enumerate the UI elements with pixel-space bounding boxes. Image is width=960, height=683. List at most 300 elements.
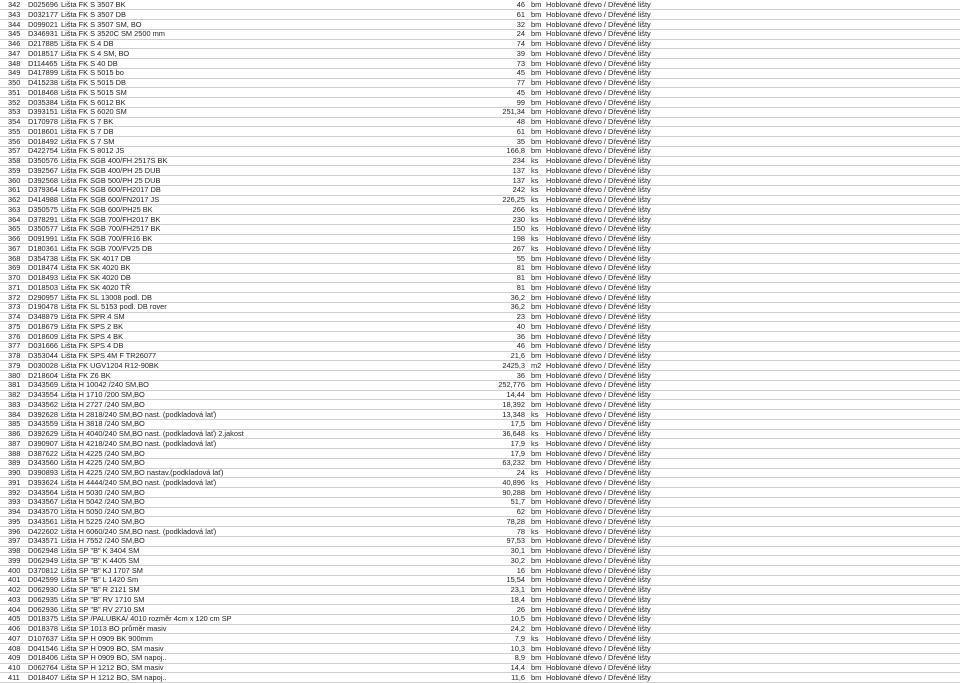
item-code: D114465 (28, 58, 58, 68)
row-number: 368 (8, 253, 21, 263)
row-number: 391 (8, 477, 21, 487)
item-code: D378291 (28, 214, 58, 224)
row-number: 402 (8, 585, 21, 594)
row-number: 364 (8, 214, 21, 224)
item-quantity: 242 (512, 185, 525, 195)
item-unit: bm (531, 58, 542, 68)
item-name: Lišta SP H 1212 BO, SM napoj.. (61, 672, 167, 682)
item-name: Lišta FK S 7 BK (61, 117, 114, 126)
item-code: D415238 (28, 78, 58, 87)
item-name: Lišta FK SK 4020 TŘ (61, 282, 131, 292)
item-category: Hoblované dřevo / Dřevěné lišty (546, 633, 651, 643)
item-name: Lišta FK UGV1204 R12-90BK (61, 360, 159, 370)
item-name: Lišta H 7552 /240 SM,BO (61, 536, 145, 546)
row-number: 387 (8, 438, 21, 448)
item-unit: ks (531, 156, 539, 165)
item-name: Lišta FK S 3520C SM 2500 mm (61, 29, 165, 39)
item-category: Hoblované dřevo / Dřevěné lišty (546, 409, 651, 419)
item-code: D217885 (28, 39, 58, 48)
item-category: Hoblované dřevo / Dřevěné lišty (546, 468, 651, 477)
item-code: D107637 (28, 633, 58, 643)
item-unit: bm (531, 331, 542, 341)
item-quantity: 46 (516, 341, 525, 351)
item-name: Lišta FK SGB 500/PH 25 DUB (61, 175, 161, 185)
item-quantity: 26 (516, 604, 525, 614)
item-code: D354738 (28, 253, 58, 263)
item-unit: bm (531, 555, 542, 565)
item-quantity: 40,896 (502, 477, 525, 487)
item-category: Hoblované dřevo / Dřevěné lišty (546, 419, 651, 429)
row-number: 385 (8, 419, 21, 429)
item-name: Lišta H 5042 /240 SM,BO (61, 497, 145, 507)
item-name: Lišta H 4225 /240 SM,BO (61, 448, 145, 458)
item-category: Hoblované dřevo / Dřevěné lišty (546, 136, 651, 146)
item-name: Lišta H 5050 /240 SM,BO (61, 507, 145, 516)
item-code: D390907 (28, 438, 58, 448)
row-number: 407 (8, 633, 21, 643)
item-category: Hoblované dřevo / Dřevěné lišty (546, 536, 651, 546)
item-unit: bm (531, 585, 542, 594)
row-number: 376 (8, 331, 21, 341)
item-quantity: 21,6 (510, 351, 525, 360)
item-code: D392567 (28, 165, 58, 175)
item-name: Lišta FK SGB 700/FV25 DB (61, 243, 153, 253)
item-name: Lišta FK S 3507 DB (61, 9, 126, 19)
item-name: Lišta SP /PALUBKA/ 4010 rozměr 4cm x 120 cm SP (61, 614, 232, 624)
item-name: Lišta FK S 3507 SM, BO (61, 19, 142, 29)
item-quantity: 78,28 (506, 516, 525, 526)
item-quantity: 36,648 (502, 429, 525, 438)
row-number: 410 (8, 663, 21, 672)
item-code: D353044 (28, 351, 58, 360)
item-code: D393151 (28, 107, 58, 117)
item-unit: bm (531, 321, 542, 331)
item-name: Lišta SP "B" KJ 1707 SM (61, 565, 143, 575)
item-name: Lišta FK S 4 DB (61, 39, 114, 48)
item-unit: bm (531, 497, 542, 507)
item-quantity: 11,6 (511, 672, 525, 682)
item-unit: bm (531, 448, 542, 458)
item-quantity: 74 (516, 39, 525, 48)
item-unit: bm (531, 263, 542, 273)
item-category: Hoblované dřevo / Dřevěné lišty (546, 390, 651, 399)
item-quantity: 8,9 (514, 653, 525, 663)
row-number: 370 (8, 273, 21, 282)
item-code: D417899 (28, 68, 58, 78)
item-quantity: 267 (512, 243, 525, 253)
item-unit: bm (531, 672, 542, 682)
item-code: D062949 (28, 555, 58, 565)
row-number: 348 (8, 58, 21, 68)
item-category: Hoblované dřevo / Dřevěné lišty (546, 624, 651, 633)
item-name: Lišta FK S 5015 SM (61, 87, 127, 97)
item-code: D343561 (28, 516, 58, 526)
row-number: 363 (8, 204, 21, 214)
row-number: 388 (8, 448, 21, 458)
item-unit: bm (531, 292, 542, 302)
item-name: Lišta SP H 1212 BO, SM masiv (61, 663, 164, 672)
item-category: Hoblované dřevo / Dřevěné lišty (546, 672, 651, 682)
item-code: D343570 (28, 507, 58, 516)
item-quantity: 81 (516, 263, 525, 273)
item-code: D041546 (28, 643, 58, 653)
item-unit: bm (531, 458, 542, 468)
row-number: 369 (8, 263, 21, 273)
item-quantity: 51,7 (510, 497, 525, 507)
item-unit: bm (531, 9, 542, 19)
item-code: D018474 (28, 263, 58, 273)
row-number: 393 (8, 497, 21, 507)
item-quantity: 18,392 (502, 399, 525, 409)
item-unit: ks (531, 204, 539, 214)
item-quantity: 17,5 (510, 419, 525, 429)
item-category: Hoblované dřevo / Dřevěné lišty (546, 204, 651, 214)
item-unit: bm (531, 487, 542, 497)
item-category: Hoblované dřevo / Dřevěné lišty (546, 156, 651, 165)
item-name: Lišta FK SGB 400/FH 2517S BK (61, 156, 168, 165)
item-code: D018492 (28, 136, 58, 146)
item-category: Hoblované dřevo / Dřevěné lišty (546, 497, 651, 507)
item-category: Hoblované dřevo / Dřevěné lišty (546, 185, 651, 195)
item-code: D414988 (28, 195, 58, 204)
item-name: Lišta SP "B" K 4405 SM (61, 555, 140, 565)
item-quantity: 78 (516, 526, 525, 536)
item-name: Lišta FK SK 4020 DB (61, 273, 131, 282)
row-number: 365 (8, 224, 21, 234)
item-code: D343560 (28, 458, 58, 468)
item-code: D035384 (28, 97, 58, 107)
item-quantity: 18,4 (510, 594, 525, 604)
row-number: 355 (8, 126, 21, 136)
item-quantity: 77 (516, 78, 525, 87)
item-name: Lišta SP "B" L 1420 Sm (61, 575, 139, 585)
item-code: D042599 (28, 575, 58, 585)
item-unit: ks (531, 195, 539, 204)
item-quantity: 36 (516, 331, 525, 341)
item-category: Hoblované dřevo / Dřevěné lišty (546, 263, 651, 273)
item-category: Hoblované dřevo / Dřevěné lišty (546, 546, 651, 555)
item-unit: bm (531, 0, 542, 9)
item-unit: bm (531, 107, 542, 117)
row-number: 359 (8, 165, 21, 175)
item-name: Lišta SP 1013 BO průměr masiv (61, 624, 167, 633)
item-category: Hoblované dřevo / Dřevěné lišty (546, 39, 651, 48)
item-quantity: 55 (516, 253, 525, 263)
item-code: D370812 (28, 565, 58, 575)
item-quantity: 150 (512, 224, 525, 234)
row-number: 389 (8, 458, 21, 468)
item-category: Hoblované dřevo / Dřevěné lišty (546, 292, 651, 302)
item-category: Hoblované dřevo / Dřevěné lišty (546, 253, 651, 263)
item-quantity: 63,232 (502, 458, 525, 468)
item-name: Lišta FK S 40 DB (61, 58, 118, 68)
item-quantity: 39 (516, 48, 525, 58)
item-quantity: 166,8 (506, 146, 525, 156)
item-code: D390893 (28, 468, 58, 477)
row-number: 344 (8, 19, 21, 29)
item-category: Hoblované dřevo / Dřevěné lišty (546, 429, 651, 438)
item-category: Hoblované dřevo / Dřevěné lišty (546, 195, 651, 204)
row-number: 342 (8, 0, 21, 9)
item-category: Hoblované dřevo / Dřevěné lišty (546, 614, 651, 624)
item-category: Hoblované dřevo / Dřevěné lišty (546, 487, 651, 497)
row-number: 374 (8, 312, 21, 321)
item-code: D343567 (28, 497, 58, 507)
item-category: Hoblované dřevo / Dřevěné lišty (546, 282, 651, 292)
item-quantity: 230 (512, 214, 525, 224)
item-code: D343569 (28, 380, 58, 390)
item-quantity: 81 (516, 282, 525, 292)
item-quantity: 81 (516, 273, 525, 282)
item-quantity: 23 (516, 312, 525, 321)
row-number: 343 (8, 9, 21, 19)
item-unit: ks (531, 633, 539, 643)
item-quantity: 36,2 (510, 292, 525, 302)
row-number: 372 (8, 292, 21, 302)
row-number: 357 (8, 146, 21, 156)
item-unit: bm (531, 68, 542, 78)
row-number: 352 (8, 97, 21, 107)
item-name: Lišta FK Z6 BK (61, 370, 111, 380)
item-code: D018378 (28, 624, 58, 633)
item-code: D350576 (28, 156, 58, 165)
item-category: Hoblované dřevo / Dřevěné lišty (546, 175, 651, 185)
item-name: Lišta H 4218/240 SM,BO nast. (podkladová lať) (61, 438, 217, 448)
item-quantity: 61 (516, 126, 525, 136)
row-number: 408 (8, 643, 21, 653)
item-quantity: 17,9 (510, 448, 525, 458)
row-number: 401 (8, 575, 21, 585)
item-category: Hoblované dřevo / Dřevěné lišty (546, 165, 651, 175)
item-quantity: 46 (516, 0, 525, 9)
item-name: Lišta H 10042 /240 SM,BO (61, 380, 149, 390)
item-category: Hoblované dřevo / Dřevěné lišty (546, 126, 651, 136)
item-category: Hoblované dřevo / Dřevěné lišty (546, 146, 651, 156)
item-name: Lišta FK SK 4017 DB (61, 253, 131, 263)
item-code: D218604 (28, 370, 58, 380)
item-code: D018375 (28, 614, 58, 624)
row-number: 362 (8, 195, 21, 204)
row-number: 381 (8, 380, 21, 390)
item-name: Lišta H 4225 /240 SM,BO nastav.(podkladová lať) (61, 468, 224, 477)
item-code: D350575 (28, 204, 58, 214)
row-number: 380 (8, 370, 21, 380)
item-unit: bm (531, 29, 542, 39)
item-name: Lišta FK SGB 700/FH2017 BK (61, 214, 161, 224)
item-category: Hoblované dřevo / Dřevěné lišty (546, 604, 651, 614)
row-number: 350 (8, 78, 21, 87)
item-code: D387622 (28, 448, 58, 458)
item-code: D170978 (28, 117, 58, 126)
row-number: 394 (8, 507, 21, 516)
item-quantity: 226,25 (502, 195, 525, 204)
item-code: D343571 (28, 536, 58, 546)
row-number: 409 (8, 653, 21, 663)
item-code: D032177 (28, 9, 58, 19)
item-unit: bm (531, 419, 542, 429)
item-category: Hoblované dřevo / Dřevěné lišty (546, 117, 651, 126)
item-code: D343559 (28, 419, 58, 429)
item-unit: ks (531, 477, 539, 487)
item-name: Lišta H 4040/240 SM,BO nast. (podkladová lať) 2.jakost (61, 429, 244, 438)
item-category: Hoblované dřevo / Dřevěné lišty (546, 507, 651, 516)
item-quantity: 62 (516, 507, 525, 516)
item-quantity: 23,1 (510, 585, 525, 594)
item-unit: ks (531, 165, 539, 175)
item-code: D379364 (28, 185, 58, 195)
item-code: D062930 (28, 585, 58, 594)
item-category: Hoblované dřevo / Dřevěné lišty (546, 555, 651, 565)
item-category: Hoblované dřevo / Dřevěné lišty (546, 19, 651, 29)
row-number: 356 (8, 136, 21, 146)
item-unit: bm (531, 302, 542, 312)
item-quantity: 35 (516, 136, 525, 146)
item-code: D422602 (28, 526, 58, 536)
item-category: Hoblované dřevo / Dřevěné lišty (546, 399, 651, 409)
item-code: D190478 (28, 302, 58, 312)
item-code: D025696 (28, 0, 58, 9)
row-number: 347 (8, 48, 21, 58)
row-number: 404 (8, 604, 21, 614)
item-quantity: 251,34 (502, 107, 525, 117)
item-unit: ks (531, 185, 539, 195)
item-unit: bm (531, 516, 542, 526)
item-name: Lišta FK S 8012 JS (61, 146, 125, 156)
row-number: 358 (8, 156, 21, 165)
item-quantity: 36 (516, 370, 525, 380)
row-number: 378 (8, 351, 21, 360)
item-unit: bm (531, 643, 542, 653)
item-category: Hoblované dřevo / Dřevěné lišty (546, 643, 651, 653)
item-quantity: 10,5 (510, 614, 525, 624)
item-category: Hoblované dřevo / Dřevěné lišty (546, 78, 651, 87)
item-name: Lišta FK S 6020 SM (61, 107, 127, 117)
row-number: 373 (8, 302, 21, 312)
item-quantity: 97,53 (506, 536, 525, 546)
item-quantity: 32 (516, 19, 525, 29)
row-number: 375 (8, 321, 21, 331)
row-number: 390 (8, 468, 21, 477)
row-number: 354 (8, 117, 21, 126)
item-category: Hoblované dřevo / Dřevěné lišty (546, 243, 651, 253)
item-unit: ks (531, 175, 539, 185)
item-quantity: 266 (512, 204, 525, 214)
item-category: Hoblované dřevo / Dřevěné lišty (546, 0, 651, 9)
item-category: Hoblované dřevo / Dřevěné lišty (546, 370, 651, 380)
item-unit: bm (531, 351, 542, 360)
item-quantity: 17,9 (510, 438, 525, 448)
item-code: D180361 (28, 243, 58, 253)
item-quantity: 36,2 (510, 302, 525, 312)
item-name: Lišta FK S 5015 DB (61, 78, 126, 87)
item-name: Lišta H 4444/240 SM,BO nast. (podkladová lať) (61, 477, 217, 487)
row-number: 383 (8, 399, 21, 409)
item-code: D062936 (28, 604, 58, 614)
item-category: Hoblované dřevo / Dřevěné lišty (546, 585, 651, 594)
item-quantity: 14,4 (510, 663, 525, 672)
item-quantity: 30,2 (510, 555, 525, 565)
row-number: 377 (8, 341, 21, 351)
item-category: Hoblované dřevo / Dřevěné lišty (546, 380, 651, 390)
item-unit: bm (531, 136, 542, 146)
item-category: Hoblované dřevo / Dřevěné lišty (546, 351, 651, 360)
item-name: Lišta FK SGB 700/FH2517 BK (61, 224, 161, 234)
item-quantity: 234 (512, 156, 525, 165)
item-category: Hoblované dřevo / Dřevěné lišty (546, 341, 651, 351)
item-category: Hoblované dřevo / Dřevěné lišty (546, 594, 651, 604)
item-category: Hoblované dřevo / Dřevěné lišty (546, 29, 651, 39)
item-unit: bm (531, 117, 542, 126)
row-number: 382 (8, 390, 21, 399)
item-quantity: 48 (516, 117, 525, 126)
item-name: Lišta FK SPS 2 BK (61, 321, 124, 331)
row-number: 400 (8, 565, 21, 575)
item-category: Hoblované dřevo / Dřevěné lišty (546, 516, 651, 526)
item-unit: bm (531, 399, 542, 409)
item-code: D392568 (28, 175, 58, 185)
item-category: Hoblované dřevo / Dřevěné lišty (546, 302, 651, 312)
item-code: D343554 (28, 390, 58, 399)
item-name: Lišta FK S 4 SM, BO (61, 48, 130, 58)
row-number: 405 (8, 614, 21, 624)
item-unit: bm (531, 546, 542, 555)
item-category: Hoblované dřevo / Dřevěné lišty (546, 653, 651, 663)
item-unit: m2 (531, 360, 542, 370)
row-number: 396 (8, 526, 21, 536)
item-category: Hoblované dřevo / Dřevěné lišty (546, 321, 651, 331)
item-name: Lišta FK S 5015 bo (61, 68, 124, 78)
item-code: D062935 (28, 594, 58, 604)
item-quantity: 99 (516, 97, 525, 107)
item-quantity: 24 (516, 29, 525, 39)
row-number: 366 (8, 234, 21, 243)
item-quantity: 45 (516, 87, 525, 97)
item-name: Lišta SP H 0909 BK 900mm (61, 633, 153, 643)
item-unit: ks (531, 214, 539, 224)
item-code: D062764 (28, 663, 58, 672)
item-category: Hoblované dřevo / Dřevěné lišty (546, 458, 651, 468)
item-unit: bm (531, 507, 542, 516)
item-name: Lišta FK S 3507 BK (61, 0, 126, 9)
item-code: D346931 (28, 29, 58, 39)
item-name: Lišta FK SGB 600/FN2017 JS (61, 195, 160, 204)
row-number: 345 (8, 29, 21, 39)
item-category: Hoblované dřevo / Dřevěné lišty (546, 87, 651, 97)
item-name: Lišta FK SPS 4M F TR26077 (61, 351, 157, 360)
row-number: 403 (8, 594, 21, 604)
item-unit: bm (531, 604, 542, 614)
item-quantity: 137 (512, 165, 525, 175)
item-name: Lišta FK SGB 600/PH25 BK (61, 204, 153, 214)
item-category: Hoblované dřevo / Dřevěné lišty (546, 9, 651, 19)
item-unit: bm (531, 575, 542, 585)
item-name: Lišta H 4225 /240 SM,BO (61, 458, 145, 468)
item-unit: ks (531, 243, 539, 253)
row-number: 395 (8, 516, 21, 526)
item-category: Hoblované dřevo / Dřevěné lišty (546, 526, 651, 536)
item-category: Hoblované dřevo / Dřevěné lišty (546, 663, 651, 672)
item-quantity: 24 (516, 468, 525, 477)
item-code: D343562 (28, 399, 58, 409)
item-name: Lišta SP H 0909 BO, SM masiv (61, 643, 164, 653)
item-code: D018601 (28, 126, 58, 136)
item-category: Hoblované dřevo / Dřevěné lišty (546, 448, 651, 458)
item-code: D018517 (28, 48, 58, 58)
item-category: Hoblované dřevo / Dřevěné lišty (546, 273, 651, 282)
item-unit: bm (531, 663, 542, 672)
row-number: 353 (8, 107, 21, 117)
item-name: Lišta FK S 7 SM (61, 136, 115, 146)
